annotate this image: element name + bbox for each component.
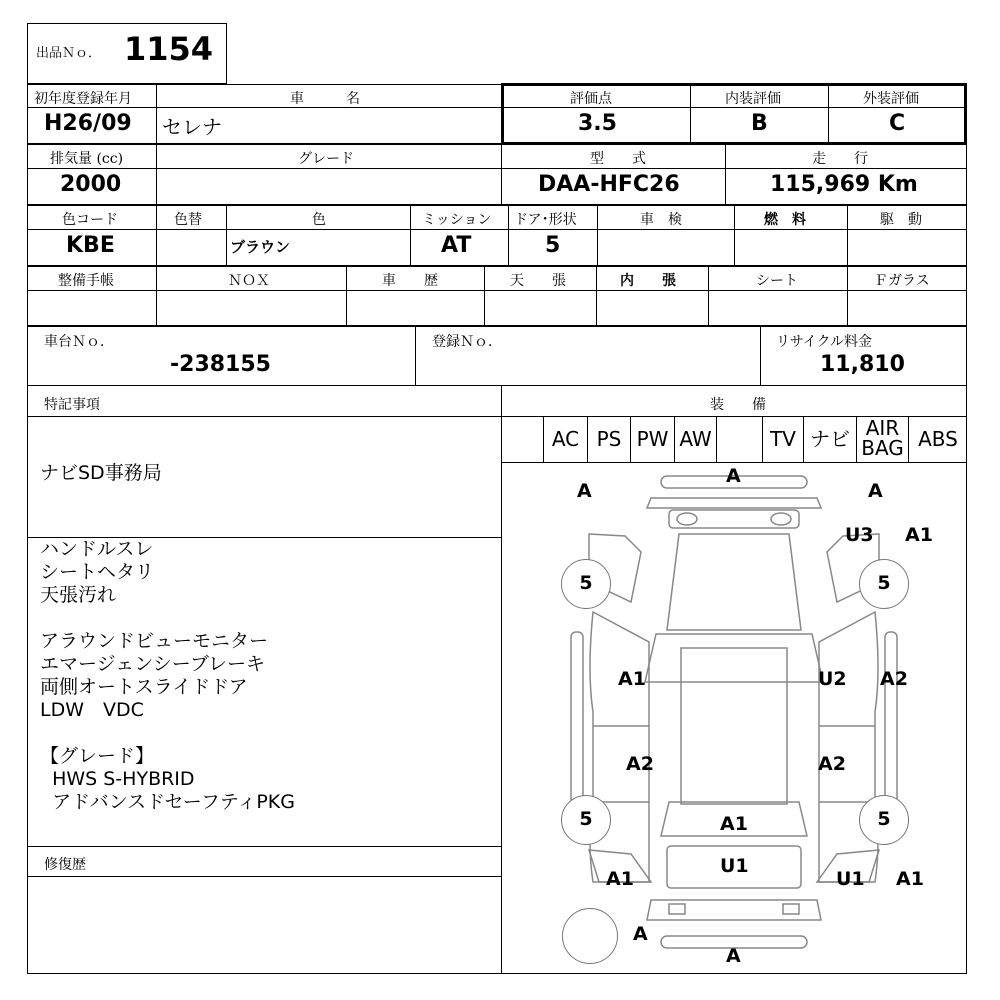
damage-right-rear-door: A2 xyxy=(818,753,846,775)
exterior-value: C xyxy=(889,111,906,136)
damage-front-bumper: A xyxy=(726,465,741,487)
damage-right-front-door-2: A2 xyxy=(880,668,908,690)
tire-rear-right: 5 xyxy=(859,795,909,845)
name-label: 車 名 xyxy=(290,91,360,107)
equipment-item: ナビ xyxy=(803,416,856,463)
exterior-label: 外装評価 xyxy=(863,91,919,107)
name-value: セレナ xyxy=(162,115,222,139)
equipment-item: TV xyxy=(762,416,803,463)
color-label: 色 xyxy=(312,212,326,228)
equipment-item: ABS xyxy=(908,416,967,463)
damage-right-fender-2: A1 xyxy=(905,524,933,546)
interior2-label: 内 張 xyxy=(620,273,676,289)
equipment-item xyxy=(501,416,543,463)
score-value: 3.5 xyxy=(578,111,617,136)
mileage-label: 走 行 xyxy=(812,151,868,167)
history-label: 車 歴 xyxy=(382,273,438,289)
nox-label: ＮＯＸ xyxy=(228,273,270,289)
color-code-value: KBE xyxy=(66,233,115,258)
drive-label: 駆 動 xyxy=(880,212,922,228)
inspection-value-cell xyxy=(597,229,735,266)
grade-label: グレード xyxy=(298,151,354,167)
score-divider-v1 xyxy=(690,84,691,144)
door-value: 5 xyxy=(545,233,561,258)
damage-right-front-door-1: U2 xyxy=(818,668,847,690)
equipment-item: AIR BAG xyxy=(856,416,908,463)
chassis-value: -238155 xyxy=(170,352,271,377)
equipment-item: AC xyxy=(543,416,587,463)
drive-value-cell xyxy=(847,229,967,266)
lot-number: 1154 xyxy=(124,30,214,68)
damage-front-left-corner: A xyxy=(577,480,592,502)
maint-label: 整備手帳 xyxy=(58,273,114,289)
chassis-label: 車台Ｎｏ． xyxy=(44,334,114,350)
tire-front-left: 5 xyxy=(561,559,611,609)
nox-value-cell xyxy=(156,290,347,326)
tire-rear-left: 5 xyxy=(561,795,611,845)
details-text: ハンドルスレ シートヘタリ 天張汚れ アラウンドビューモニター エマージェンシーブレーキ 両側オートスライドドア LDW VDC 【グレード】 HWS S-HYBRID アドバンスドセーフティPKG xyxy=(40,538,295,813)
special-label: 特記事項 xyxy=(44,397,100,413)
reg-label: 初年度登録年月 xyxy=(34,91,132,107)
model-value: DAA-HFC26 xyxy=(538,172,680,197)
interior-value: B xyxy=(751,111,768,136)
interior-label: 内装評価 xyxy=(725,91,781,107)
equipment-item xyxy=(716,416,762,463)
damage-rear-bumper-left: A xyxy=(633,923,648,945)
glass-label: Ｆガラス xyxy=(874,273,930,289)
recycle-label: リサイクル料金 xyxy=(776,334,873,350)
inspection-label: 車 検 xyxy=(640,212,682,228)
repair-label-cell xyxy=(27,846,502,877)
door-label: ドア･形状 xyxy=(514,212,577,228)
fuel-value-cell xyxy=(734,229,848,266)
recycle-value: 11,810 xyxy=(820,352,905,377)
color-value: ブラウン xyxy=(230,238,291,256)
front-emblem xyxy=(677,513,697,525)
damage-right-rear-quarter-2: A1 xyxy=(896,868,924,890)
damage-tailgate: U1 xyxy=(720,855,749,877)
lot-label: 出品Ｎｏ． xyxy=(36,46,102,61)
damage-right-rear-quarter-1: U1 xyxy=(836,868,865,890)
mileage-value: 115,969 Km xyxy=(770,172,918,197)
repaint-label: 色替 xyxy=(174,212,202,228)
history-value-cell xyxy=(346,290,485,326)
damage-rear-glass: A1 xyxy=(720,813,748,835)
repair-content-cell xyxy=(27,876,502,974)
glass-value-cell xyxy=(847,290,967,326)
left-body xyxy=(590,612,649,882)
regno-label: 登録Ｎｏ． xyxy=(432,334,502,350)
repair-label: 修復歴 xyxy=(44,857,86,873)
damage-rear-bumper: A xyxy=(726,945,741,967)
hood-outline xyxy=(667,534,801,630)
reg-value: H26/09 xyxy=(44,111,132,136)
roof-label: 天 張 xyxy=(510,273,566,289)
seat-value-cell xyxy=(708,290,848,326)
mission-value: AT xyxy=(441,233,472,258)
equipment-item: PS xyxy=(587,416,630,463)
disp-label: 排気量 (cc) xyxy=(50,151,124,167)
windshield xyxy=(645,634,823,682)
roof-outline xyxy=(681,648,787,804)
car-diagram xyxy=(501,462,967,974)
damage-right-fender-1: U3 xyxy=(845,524,874,546)
repaint-value-cell xyxy=(156,229,227,266)
fuel-label: 燃 料 xyxy=(764,212,806,228)
score-label: 評価点 xyxy=(570,91,612,107)
mission-label: ミッション xyxy=(422,212,492,228)
damage-front-right-corner: A xyxy=(868,480,883,502)
maint-value-cell xyxy=(27,290,157,326)
roof-value-cell xyxy=(484,290,597,326)
right-body xyxy=(819,612,878,882)
equipment-label: 装 備 xyxy=(710,397,766,413)
grade-value-cell xyxy=(156,168,502,205)
rear-bumper-upper xyxy=(647,900,821,920)
interior2-value-cell xyxy=(596,290,709,326)
equipment-item: AW xyxy=(674,416,716,463)
seat-label: シート xyxy=(756,273,798,289)
front-bumper-lower xyxy=(647,498,821,508)
spare-tire xyxy=(562,908,618,964)
equipment-item: PW xyxy=(630,416,674,463)
score-divider-v2 xyxy=(828,84,829,144)
damage-left-front-door: A1 xyxy=(618,668,646,690)
special-text: ナビSD事務局 xyxy=(40,462,162,484)
model-label: 型 式 xyxy=(590,151,646,167)
damage-left-rear-quarter: A1 xyxy=(606,868,634,890)
tire-front-right: 5 xyxy=(859,559,909,609)
damage-left-rear-door: A2 xyxy=(626,753,654,775)
disp-value: 2000 xyxy=(60,172,122,197)
color-code-label: 色コード xyxy=(62,212,118,228)
